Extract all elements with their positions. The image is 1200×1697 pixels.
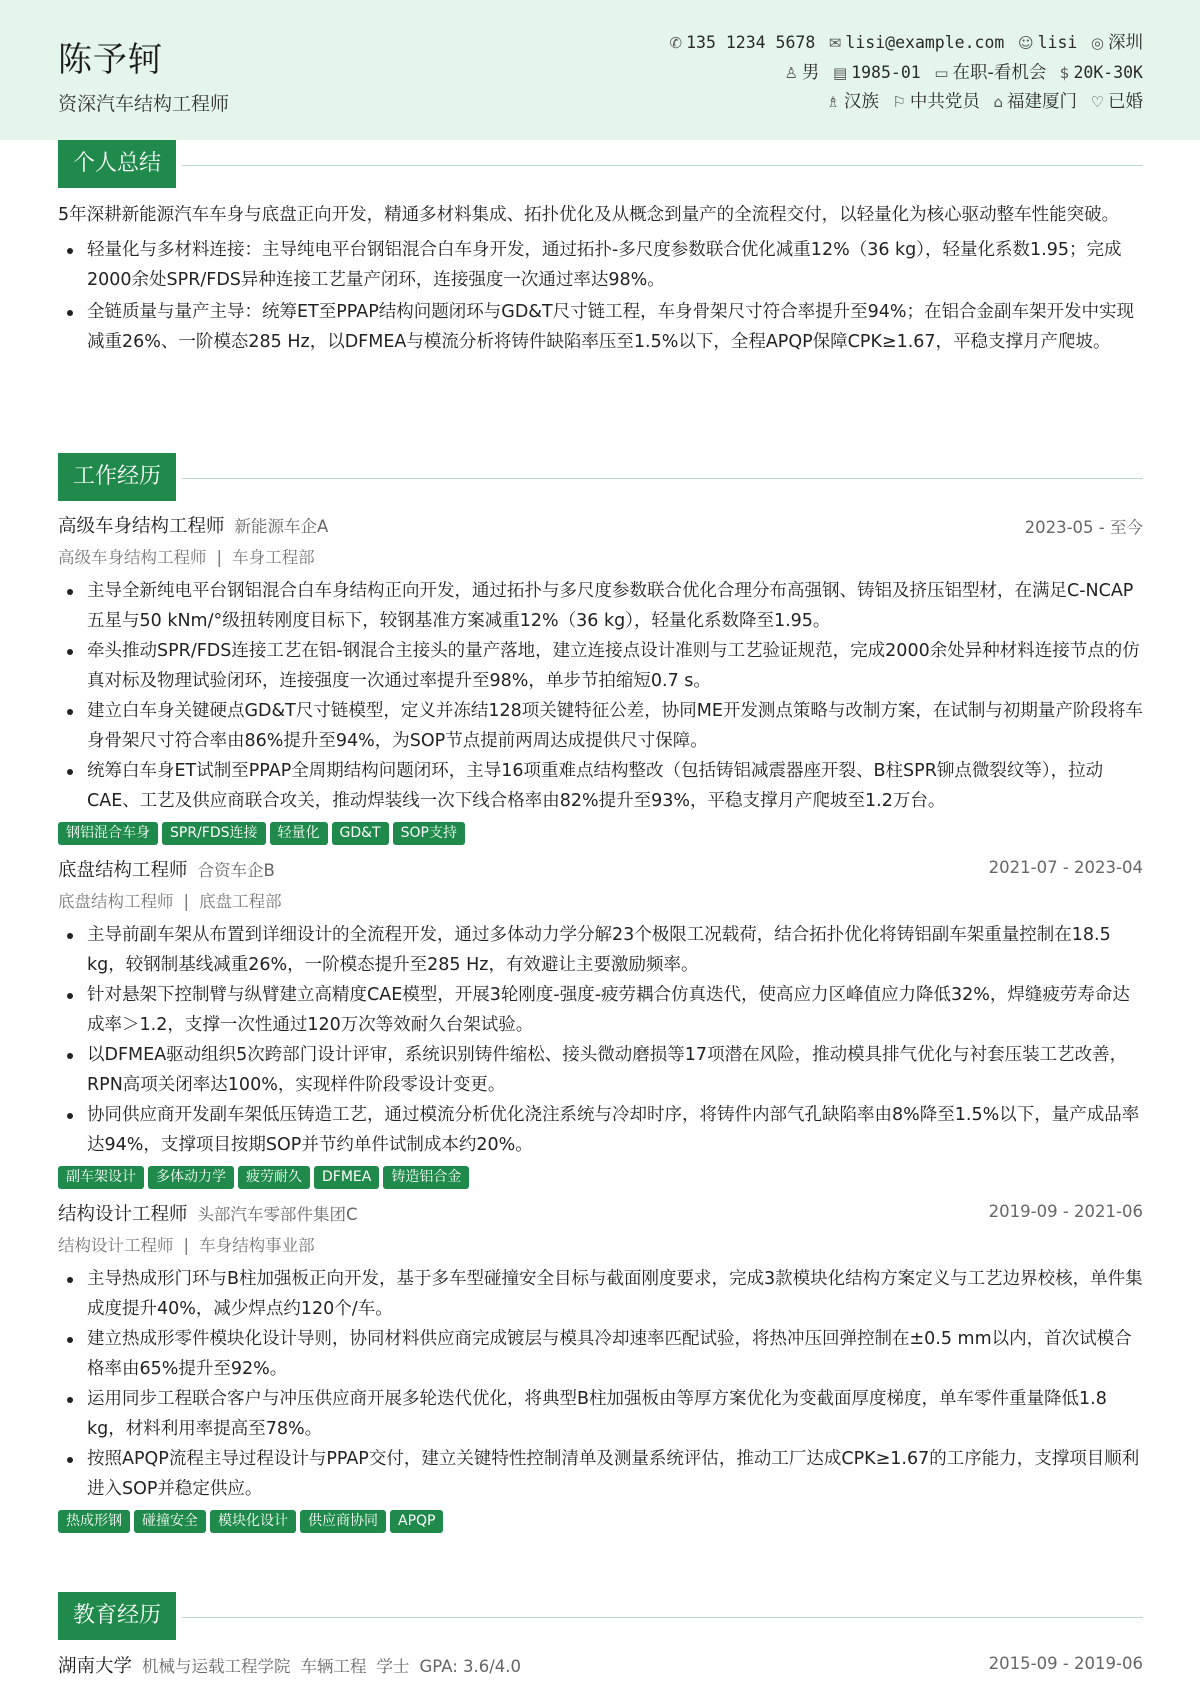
marital-item: ♡ 已婚 bbox=[1090, 92, 1143, 112]
summary-heading-bar bbox=[58, 140, 1143, 188]
job-role: 高级车身结构工程师 bbox=[58, 516, 225, 537]
skill-tag: DFMEA bbox=[314, 1166, 379, 1189]
salary-item: $ 20K-30K bbox=[1059, 63, 1143, 82]
contact-row-3 bbox=[443, 88, 1143, 117]
job-subtitle: 高级车身结构工程师 | 车身工程部 bbox=[58, 548, 315, 567]
location-item: ◎ 深圳 bbox=[1090, 33, 1143, 53]
job-company: 头部汽车零部件集团C bbox=[197, 1205, 358, 1224]
skill-tag: SOP支持 bbox=[393, 822, 465, 845]
gender-item: ♙ 男 bbox=[784, 63, 820, 83]
status-item: ▭ 在职-看机会 bbox=[934, 63, 1047, 83]
skill-tag: GD&T bbox=[332, 822, 389, 845]
ethnicity-icon: ♗ bbox=[826, 93, 840, 111]
job-subtitle: 结构设计工程师 | 车身结构事业部 bbox=[58, 1236, 315, 1255]
college-name: 机械与运载工程学院 bbox=[142, 1657, 291, 1676]
job-header bbox=[58, 856, 1143, 886]
wechat-item: ☺ lisi bbox=[1017, 33, 1078, 52]
flag-icon: ⚐ bbox=[892, 93, 906, 111]
list-item: 主导热成形门环与B柱加强板正向开发，基于多车型碰撞安全目标与截面刚度要求，完成3款模块化结构方案定义与工艺边界校核，单件集成度提升40%，减少焊点约120个/车。 bbox=[58, 1264, 1143, 1324]
education-date: 2015-09 - 2019-06 bbox=[988, 1654, 1143, 1673]
home-icon: ⌂ bbox=[993, 93, 1003, 111]
job-entry bbox=[58, 856, 1143, 1194]
list-item: 协同供应商开发副车架低压铸造工艺，通过模流分析优化浇注系统与冷却时序，将铸件内部气孔缺陷率由8%降至1.5%以下，量产成品率达94%，支撑项目按期SOP并节约单件试制成本约20%。 bbox=[58, 1100, 1143, 1160]
job-entry bbox=[58, 1200, 1143, 1538]
list-item: 按照APQP流程主导过程设计与PPAP交付，建立关键特性控制清单及测量系统评估，推动工厂达成CPK≥1.67的工序能力，支撑项目顺利进入SOP并稳定供应。 bbox=[58, 1444, 1143, 1504]
job-company: 新能源车企A bbox=[234, 517, 329, 536]
job-role: 结构设计工程师 bbox=[58, 1204, 188, 1225]
political-item: ⚐ 中共党员 bbox=[892, 92, 980, 112]
skill-tag: APQP bbox=[390, 1510, 443, 1533]
skill-tag: SPR/FDS连接 bbox=[162, 822, 266, 845]
location-icon: ◎ bbox=[1090, 34, 1104, 52]
list-item: 全链质量与量产主导：统筹ET至PPAP结构问题闭环与GD&T尺寸链工程，车身骨架尺寸符合率提升至94%；在铝合金副车架开发中实现减重26%、一阶模态285 Hz，以DFMEA与模流分析将铸件缺陷率压至1.5%以下，全程APQP保障CPK≥1.67，平稳支撑月产爬坡。 bbox=[58, 297, 1143, 357]
summary-bullets bbox=[58, 235, 1143, 357]
section-divider bbox=[182, 165, 1143, 166]
job-header bbox=[58, 512, 1143, 542]
job-entry bbox=[58, 512, 1143, 850]
contact-info bbox=[443, 28, 1143, 117]
heart-icon: ♡ bbox=[1090, 93, 1104, 111]
list-item: 运用同步工程联合客户与冲压供应商开展多轮迭代优化，将典型B柱加强板由等厚方案优化为变截面厚度梯度，单车零件重量降低1.8 kg，材料利用率提高至78%。 bbox=[58, 1384, 1143, 1444]
birth-item: ▤ 1985-01 bbox=[833, 63, 921, 82]
phone-item: ✆ 135 1234 5678 bbox=[669, 33, 816, 52]
skill-tag: 热成形钢 bbox=[58, 1510, 130, 1533]
experience-section bbox=[58, 453, 1143, 1538]
education-heading: 教育经历 bbox=[58, 1592, 176, 1640]
list-item: 建立热成形零件模块化设计导则，协同材料供应商完成镀层与模具冷却速率匹配试验，将热冲压回弹控制在±0.5 mm以内，首次试模合格率由65%提升至92%。 bbox=[58, 1324, 1143, 1384]
list-item: 建立白车身关键硬点GD&T尺寸链模型，定义并冻结128项关键特征公差，协同ME开发测点策略与改制方案，在试制与初期量产阶段将车身骨架尺寸符合率由86%提升至94%，为SOP节点提前两周达成提供尺寸保障。 bbox=[58, 696, 1143, 756]
job-header bbox=[58, 1200, 1143, 1230]
list-item: 主导全新纯电平台钢铝混合白车身结构正向开发，通过拓扑与多尺度参数联合优化合理分布高强钢、铸铝及挤压铝型材，在满足C-NCAP五星与50 kNm/°级扭转刚度目标下，较钢基准方案减重12%（36 kg），轻量化系数降至1.95。 bbox=[58, 576, 1143, 636]
ethnicity-item: ♗ 汉族 bbox=[826, 92, 879, 112]
person-icon: ♙ bbox=[784, 64, 798, 82]
job-date: 2021-07 - 2023-04 bbox=[988, 858, 1143, 877]
briefcase-icon: ▭ bbox=[934, 64, 949, 82]
skill-tag: 钢铝混合车身 bbox=[58, 822, 158, 845]
major-name: 车辆工程 bbox=[300, 1657, 367, 1676]
candidate-title: 资深汽车结构工程师 bbox=[58, 93, 230, 115]
experience-heading: 工作经历 bbox=[58, 453, 176, 501]
hometown-item: ⌂ 福建厦门 bbox=[993, 92, 1077, 112]
skill-tag: 疲劳耐久 bbox=[238, 1166, 310, 1189]
school-name: 湖南大学 bbox=[58, 1656, 133, 1677]
summary-heading: 个人总结 bbox=[58, 140, 176, 188]
list-item: 统筹白车身ET试制至PPAP全周期结构问题闭环，主导16项重难点结构整改（包括铸铝减震器座开裂、B柱SPR铆点微裂纹等），拉动CAE、工艺及供应商联合攻关，推动焊装线一次下线合格率由82%提升至93%，平稳支撑月产爬坡至1.2万台。 bbox=[58, 756, 1143, 816]
mail-icon: ✉ bbox=[828, 34, 842, 52]
resume-header bbox=[0, 0, 1200, 140]
summary-section bbox=[58, 140, 1143, 357]
list-item: 针对悬架下控制臂与纵臂建立高精度CAE模型，开展3轮刚度-强度-疲劳耦合仿真迭代，使高应力区峰值应力降低32%，焊缝疲劳寿命达成率＞1.2，支撑一次性通过120万次等效耐久台架试验。 bbox=[58, 980, 1143, 1040]
contact-row-2 bbox=[443, 58, 1143, 88]
job-bullets bbox=[58, 920, 1143, 1160]
section-divider bbox=[182, 1617, 1143, 1618]
wechat-icon: ☺ bbox=[1017, 34, 1034, 52]
job-bullets bbox=[58, 576, 1143, 816]
degree: 学士 bbox=[376, 1657, 410, 1676]
candidate-name: 陈予轲 bbox=[58, 40, 163, 80]
contact-row-1 bbox=[443, 28, 1143, 58]
skill-tag: 多体动力学 bbox=[148, 1166, 234, 1189]
skill-tag: 供应商协同 bbox=[300, 1510, 386, 1533]
skill-tag: 模块化设计 bbox=[210, 1510, 296, 1533]
email-item: ✉ lisi@example.com bbox=[828, 33, 1005, 52]
list-item: 以DFMEA驱动组织5次跨部门设计评审，系统识别铸件缩松、接头微动磨损等17项潜在风险，推动模具排气优化与衬套压装工艺改善，RPN高项关闭率达100%，实现样件阶段零设计变更。 bbox=[58, 1040, 1143, 1100]
section-divider bbox=[182, 478, 1143, 479]
skill-tags bbox=[58, 822, 1143, 850]
list-item: 轻量化与多材料连接：主导纯电平台钢铝混合白车身开发，通过拓扑-多尺度参数联合优化减重12%（36 kg），轻量化系数1.95；完成2000余处SPR/FDS异种连接工艺量产闭环，连接强度一次通过率达98%。 bbox=[58, 235, 1143, 295]
phone-icon: ✆ bbox=[669, 34, 683, 52]
job-role: 底盘结构工程师 bbox=[58, 860, 188, 881]
education-entry bbox=[58, 1652, 1143, 1684]
gpa: GPA: 3.6/4.0 bbox=[419, 1657, 522, 1676]
salary-icon: $ bbox=[1059, 64, 1070, 82]
skill-tag: 副车架设计 bbox=[58, 1166, 144, 1189]
job-subtitle: 底盘结构工程师 | 底盘工程部 bbox=[58, 892, 282, 911]
job-date: 2019-09 - 2021-06 bbox=[988, 1202, 1143, 1221]
skill-tags bbox=[58, 1166, 1143, 1194]
education-heading-bar bbox=[58, 1592, 1143, 1640]
summary-intro: 5年深耕新能源汽车车身与底盘正向开发，精通多材料集成、拓扑优化及从概念到量产的全流程交付，以轻量化为核心驱动整车性能突破。 bbox=[58, 205, 1120, 225]
job-bullets bbox=[58, 1264, 1143, 1504]
list-item: 牵头推动SPR/FDS连接工艺在铝-钢混合主接头的量产落地，建立连接点设计准则与工艺验证规范，完成2000余处异种材料连接节点的仿真对标及物理试验闭环，连接强度一次通过率提升至98%，单步节拍缩短0.7 s。 bbox=[58, 636, 1143, 696]
job-company: 合资车企B bbox=[197, 861, 275, 880]
skill-tag: 碰撞安全 bbox=[134, 1510, 206, 1533]
skill-tags bbox=[58, 1510, 1143, 1538]
list-item: 主导前副车架从布置到详细设计的全流程开发，通过多体动力学分解23个极限工况载荷，结合拓扑优化将铸铝副车架重量控制在18.5 kg，较钢制基线减重26%，一阶模态提升至285 Hz，有效避让主要激励频率。 bbox=[58, 920, 1143, 980]
calendar-icon: ▤ bbox=[833, 64, 848, 82]
job-date: 2023-05 - 至今 bbox=[1024, 518, 1143, 537]
skill-tag: 铸造铝合金 bbox=[383, 1166, 469, 1189]
education-section bbox=[58, 1592, 1143, 1684]
skill-tag: 轻量化 bbox=[270, 822, 328, 845]
experience-heading-bar bbox=[58, 453, 1143, 501]
